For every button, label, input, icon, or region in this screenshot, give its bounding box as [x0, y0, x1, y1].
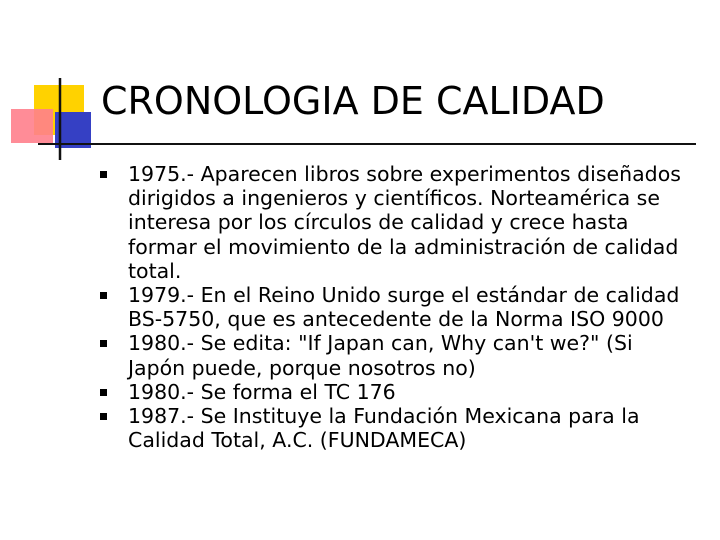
- bullet-text: 1980.- Se forma el TC 176: [128, 379, 396, 404]
- bullet-text: 1980.- Se edita: "If Japan can, Why can't we?" (Si Japón puede, porque nosotros no): [128, 331, 633, 380]
- square-bullet-icon: [100, 413, 107, 420]
- bullet-list: [0, 162, 720, 452]
- list-item: [0, 162, 720, 283]
- bullet-text: 1975.- Aparecen libros sobre experimentos diseñados dirigidos a ingenieros y científicos. Norteamérica se interesa por los círculos de calidad y crece hasta formar el movimiento de la administración de calidad total.: [128, 162, 681, 283]
- bullet-text: 1987.- Se Instituye la Fundación Mexicana para la Calidad Total, A.C. (FUNDAMECA): [128, 404, 640, 453]
- list-item: [0, 331, 720, 379]
- list-item: [0, 404, 720, 452]
- square-bullet-icon: [100, 171, 107, 178]
- title-underline: [38, 143, 696, 145]
- pink-square: [11, 109, 53, 143]
- square-bullet-icon: [100, 292, 107, 299]
- list-item: [0, 380, 720, 404]
- list-item: [0, 283, 720, 331]
- slide-title: CRONOLOGIA DE CALIDAD: [101, 79, 605, 123]
- square-bullet-icon: [100, 340, 107, 347]
- bullet-text: 1979.- En el Reino Unido surge el estándar de calidad BS-5750, que es antecedente de la Norma ISO 9000: [128, 283, 680, 332]
- square-bullet-icon: [100, 389, 107, 396]
